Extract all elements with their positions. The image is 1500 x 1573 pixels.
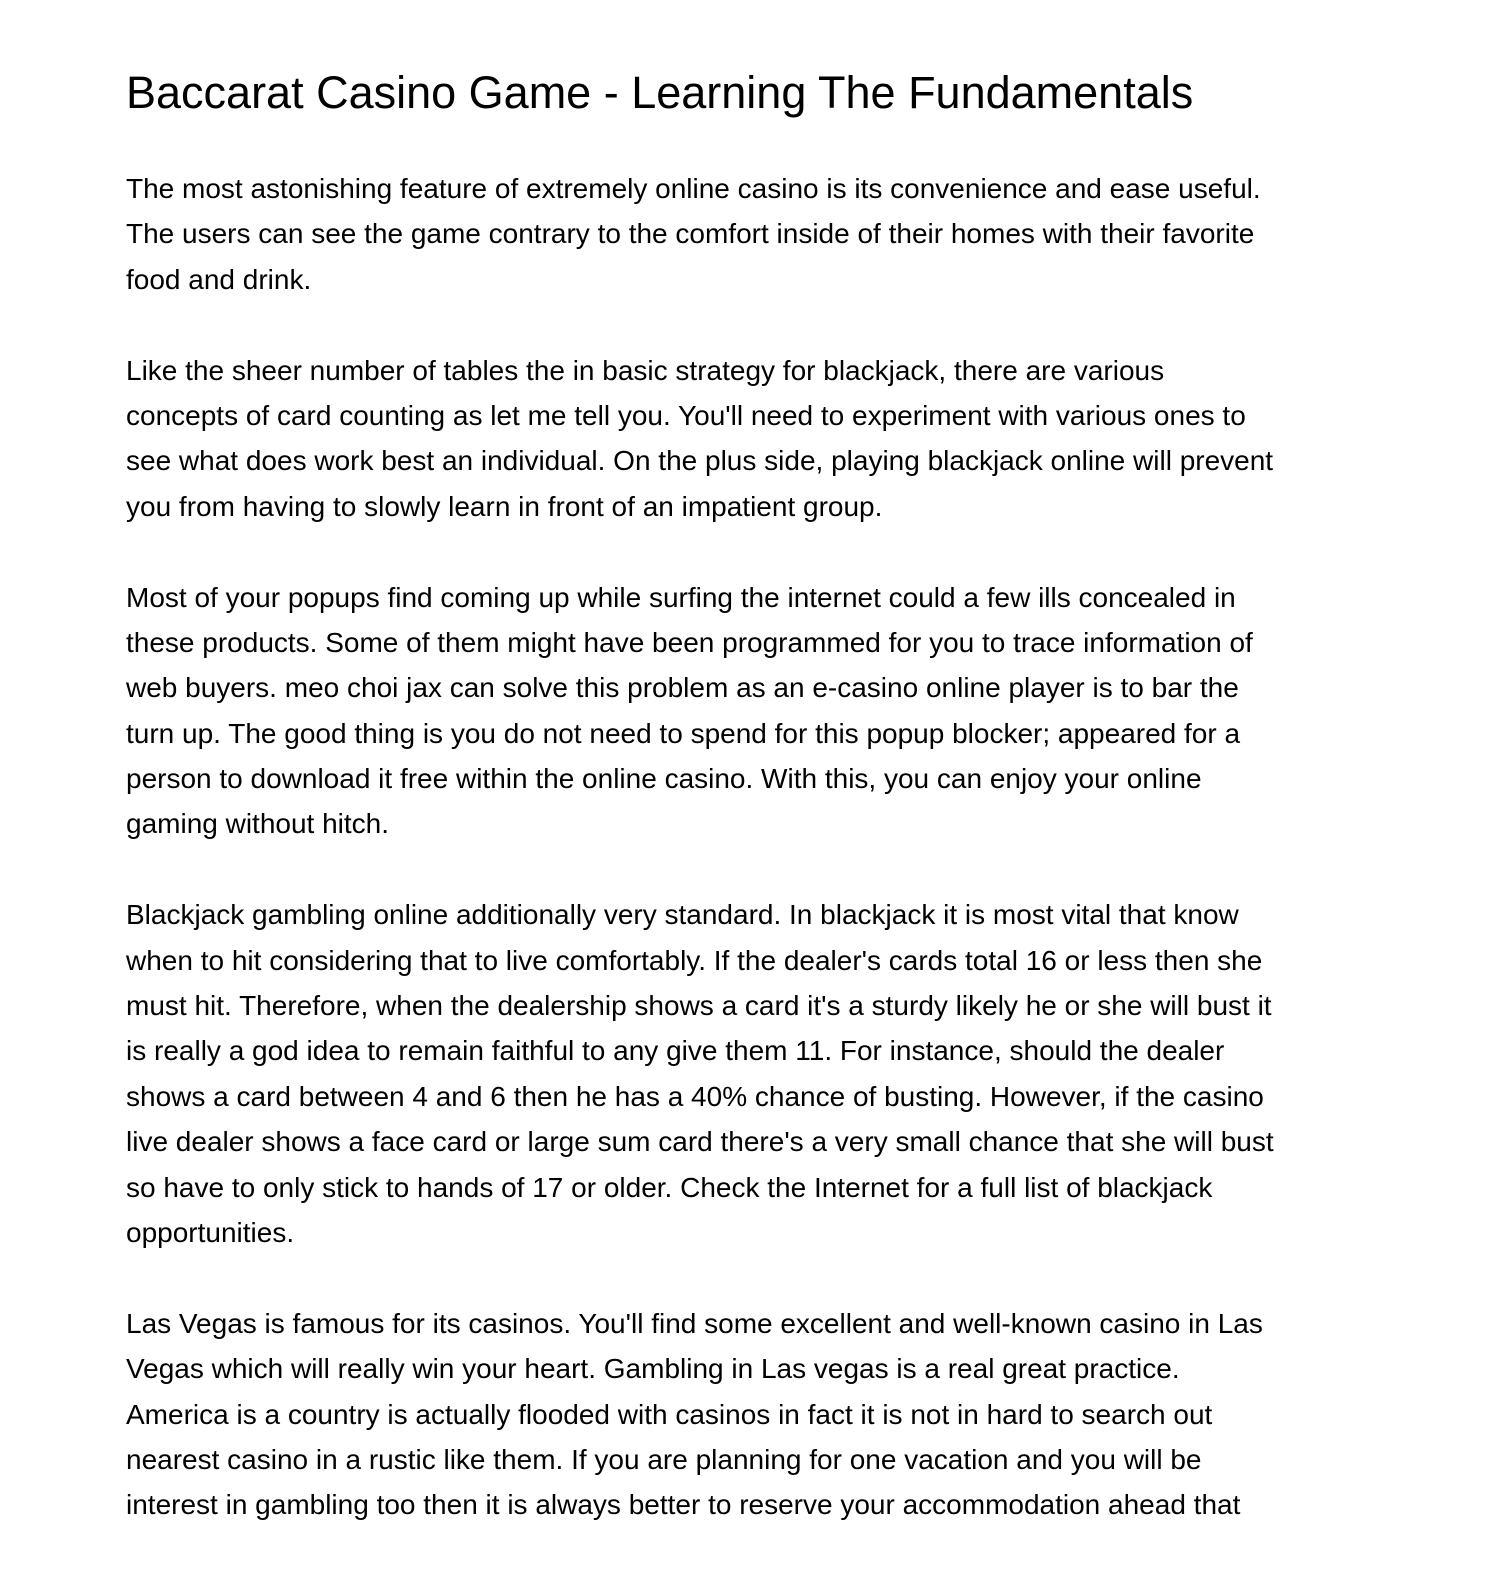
text-line: person to download it free within the online casino. With this, you can enjoy your online (126, 763, 1202, 795)
text-line: is really a god idea to remain faithful to any give them 11. For instance, should the dealer (126, 1035, 1225, 1067)
text-line: shows a card between 4 and 6 then he has a 40% chance of busting. However, if the casino (126, 1080, 1264, 1112)
paragraph-4 (126, 892, 1376, 1255)
text-line: these products. Some of them might have been programmed for you to trace information of (126, 626, 1253, 658)
paragraph-1 (126, 166, 1376, 302)
document-body (126, 166, 1376, 1573)
text-line: when to hit considering that to live comfortably. If the dealer's cards total 16 or less then she (126, 944, 1263, 976)
paragraph-3 (126, 575, 1376, 847)
text-line: Most of your popups find coming up while surfing the internet could a few ills concealed in (126, 581, 1236, 613)
text-line: nearest casino in a rustic like them. If you are planning for one vacation and you will be (126, 1443, 1202, 1475)
text-line: America is a country is actually flooded with casinos in fact it is not in hard to search out (126, 1398, 1213, 1430)
paragraph-2 (126, 348, 1376, 530)
text-line: gaming without hitch. (126, 808, 390, 840)
document-title: Baccarat Casino Game - Learning The Fundamentals (126, 67, 1194, 118)
text-line: so have to only stick to hands of 17 or older. Check the Internet for a full list of blackjack (126, 1171, 1213, 1203)
text-line: you from having to slowly learn in front of an impatient group. (126, 490, 883, 522)
text-line: turn up. The good thing is you do not need to spend for this popup blocker; appeared for a (126, 717, 1241, 749)
text-line: The users can see the game contrary to the comfort inside of their homes with their favorite (126, 218, 1255, 250)
text-line: must hit. Therefore, when the dealership shows a card it's a sturdy likely he or she will bust it (126, 990, 1272, 1022)
text-line: see what does work best an individual. On the plus side, playing blackjack online will prevent (126, 445, 1274, 477)
document-page (126, 0, 1376, 1521)
text-line: opportunities. (126, 1216, 295, 1248)
text-line: Las Vegas is famous for its casinos. You'll find some excellent and well-known casino in Las (126, 1307, 1263, 1339)
text-line: interest in gambling too then it is always better to reserve your accommodation ahead that (126, 1489, 1241, 1521)
text-line: live dealer shows a face card or large sum card there's a very small chance that she will bust (126, 1126, 1274, 1158)
text-line: Blackjack gambling online additionally very standard. In blackjack it is most vital that know (126, 899, 1239, 931)
text-line: Vegas which will really win your heart. Gambling in Las vegas is a real great practice. (126, 1353, 1180, 1385)
text-line: Like the sheer number of tables the in basic strategy for blackjack, there are various (126, 354, 1165, 386)
text-line: web buyers. meo choi jax can solve this problem as an e-casino online player is to bar the (126, 672, 1239, 704)
text-line: food and drink. (126, 263, 312, 295)
paragraph-5 (126, 1301, 1376, 1528)
text-line: The most astonishing feature of extremely online casino is its convenience and ease useful. (126, 173, 1261, 204)
text-line: concepts of card counting as let me tell you. You'll need to experiment with various ones to (126, 399, 1246, 431)
